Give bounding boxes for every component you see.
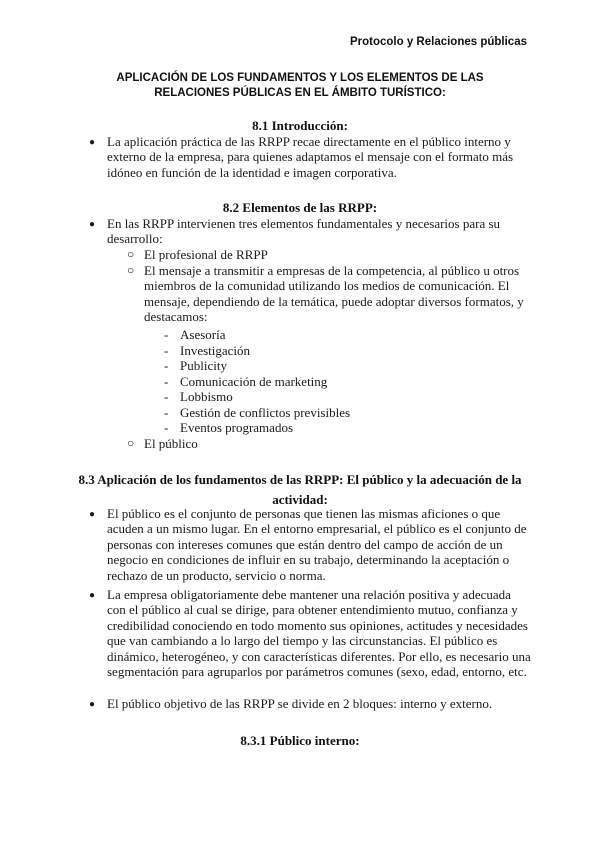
bullet-icon: ●: [88, 137, 96, 148]
paragraph-relacion: La empresa obligatoriamente debe mantener una relación positiva y adecuada con el público al cual se dirige, para obtener entendimiento mutuo, confianza y credibilidad conociendo en todo momento sus opiniones, actitudes y necesidades que van cambiando a lo largo del tiempo y las circunstancias. El público es dinámico, heterogéneo, y con características diferentes. Por ello, es necesario una segmentación para agruparlos por parámetros comunes (sexo, edad, entorno, etc.: [107, 587, 531, 680]
bullet-icon: ●: [88, 590, 96, 601]
dash-bullet-icon: -: [164, 389, 169, 404]
document-title: APLICACIÓN DE LOS FUNDAMENTOS Y LOS ELEMENTOS DE LAS RELACIONES PÚBLICAS EN EL ÁMBITO TURÍSTICO:: [116, 72, 484, 99]
dash-bullet-icon: -: [164, 358, 169, 373]
paragraph-introduccion: La aplicación práctica de las RRPP recae directamente en el público interno y externo de la empresa, para quienes adaptamos el mensaje con el formato más idóneo en función de la identidad e imagen corporativa.: [107, 134, 514, 180]
format-item: Comunicación de marketing: [180, 374, 328, 389]
section-heading-introduccion: 8.1 Introducción:: [252, 118, 348, 133]
section-heading-aplicacion: 8.3 Aplicación de los fundamentos de las RRPP: El público y la adecuación de la actividad:: [78, 472, 522, 507]
format-item: Investigación: [180, 343, 251, 358]
format-item: Publicity: [180, 358, 227, 373]
list-item: El profesional de RRPP: [144, 247, 268, 262]
page-header: Protocolo y Relaciones públicas: [349, 36, 527, 48]
dash-bullet-icon: -: [164, 374, 169, 389]
circle-bullet-icon: ○: [127, 247, 135, 261]
circle-bullet-icon: ○: [127, 436, 135, 450]
dash-bullet-icon: -: [164, 343, 169, 358]
dash-bullet-icon: -: [164, 327, 169, 342]
paragraph-publico-objetivo: El público objetivo de las RRPP se divide en 2 bloques: interno y externo.: [107, 696, 493, 711]
list-item: El mensaje a transmitir a empresas de la competencia, al público u otros miembros de la comunidad utilizando los medios de comunicación. El mensaje, dependiendo de la temática, puede adoptar diversos formatos, y destacamos:: [144, 263, 524, 325]
format-item: Eventos programados: [180, 420, 294, 435]
bullet-icon: ●: [88, 509, 96, 520]
bullet-icon: ●: [88, 219, 96, 230]
section-heading-publico-interno: 8.3.1 Público interno:: [240, 733, 360, 748]
dash-bullet-icon: -: [164, 405, 169, 420]
circle-bullet-icon: ○: [127, 263, 135, 277]
paragraph-elementos: En las RRPP intervienen tres elementos fundamentales y necesarios para su desarrollo:: [107, 216, 501, 247]
paragraph-publico: El público es el conjunto de personas que tienen las mismas aficiones o que acuden a un mismo lugar. En el entorno empresarial, el público es el conjunto de personas con intereses comunes que están dentro del campo de acción de un negocio en condiciones de influir en su trabajo, determinando la aceptación o rechazo de un producto, servicio o norma.: [107, 506, 527, 583]
list-item: El público: [144, 436, 198, 451]
format-item: Gestión de conflictos previsibles: [180, 405, 351, 420]
section-heading-elementos: 8.2 Elementos de las RRPP:: [222, 200, 378, 215]
dash-bullet-icon: -: [164, 420, 169, 435]
format-item: Asesoría: [180, 327, 226, 342]
format-item: Lobbismo: [180, 389, 233, 404]
bullet-icon: ●: [88, 699, 96, 710]
